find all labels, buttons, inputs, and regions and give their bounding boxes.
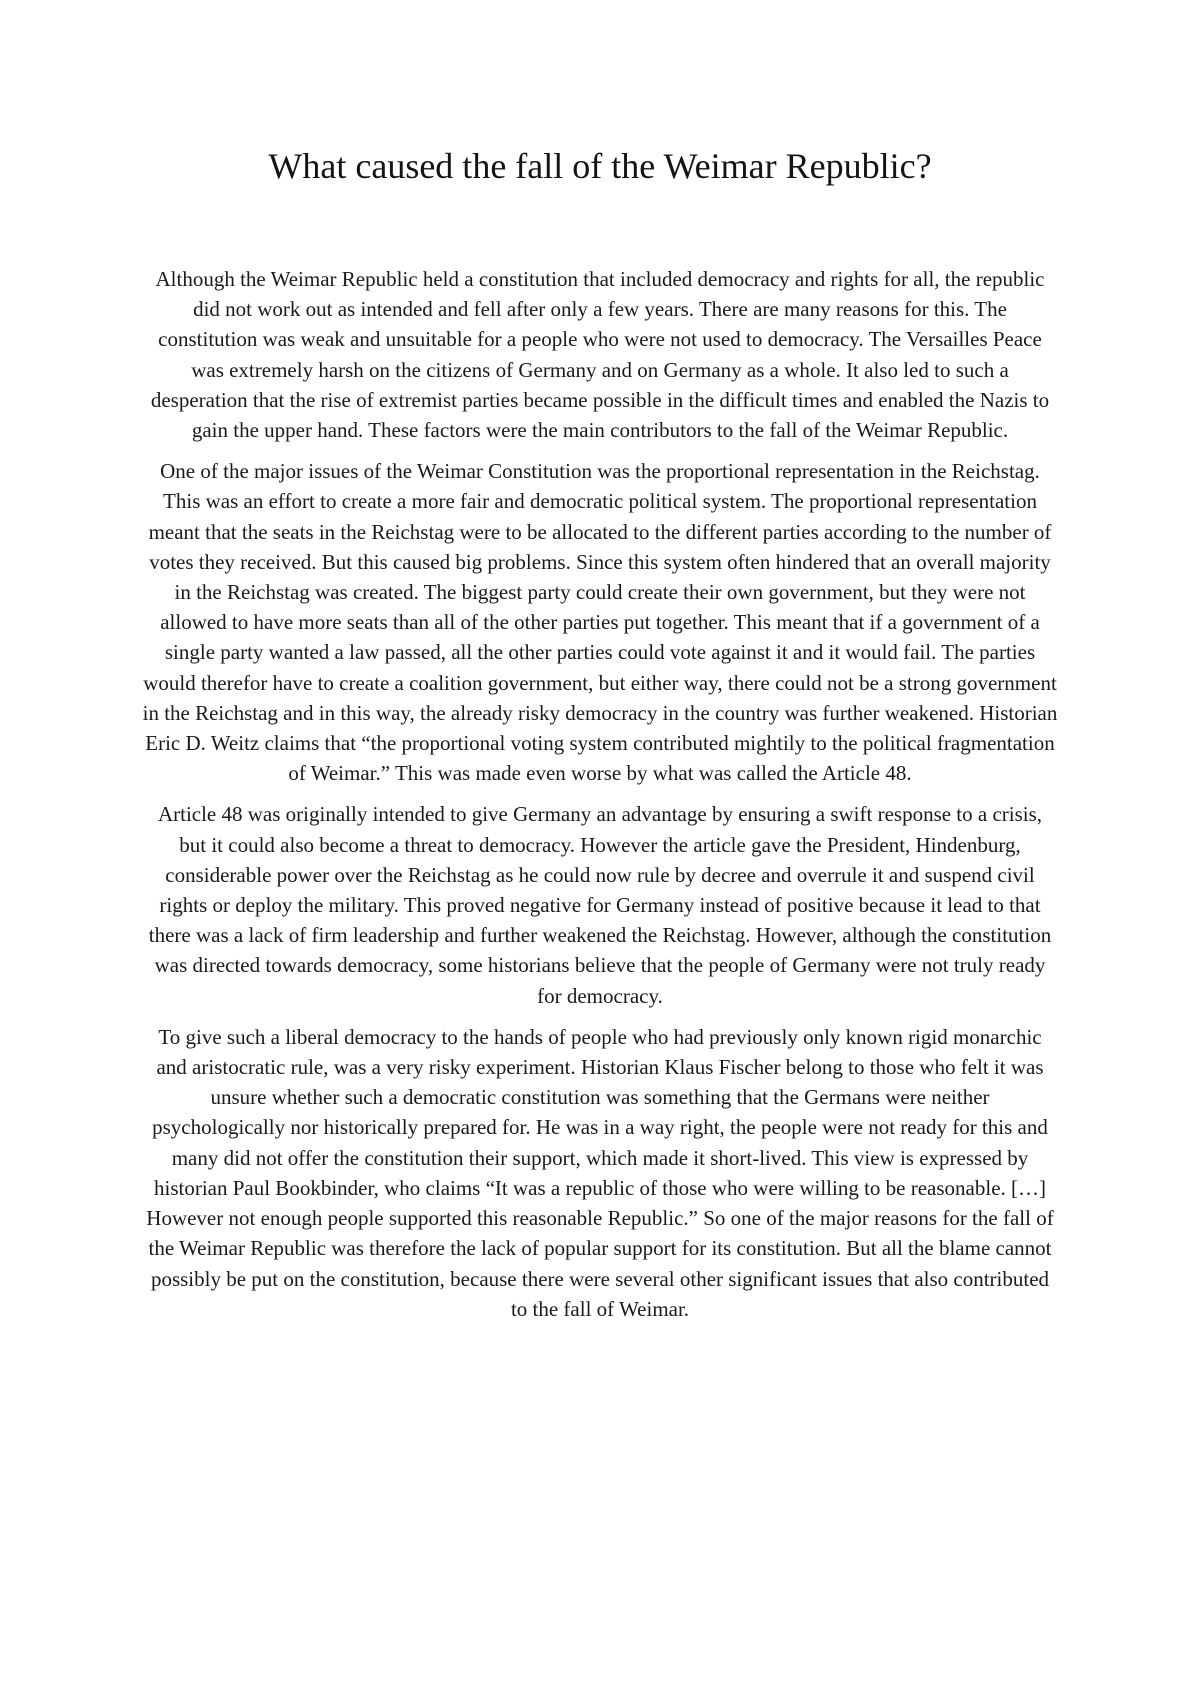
paragraph-proportional-representation: One of the major issues of the Weimar Constitution was the proportional representation in the Reichstag. This was an effort to create a more fair and democratic political system. The proportional representation meant that the seats in the Reichstag were to be allocated to the different parties according to the number of votes they received. But this caused big problems. Since this system often hindered that an overall majority in the Reichstag was created. The biggest party could create their own government, but they were not allowed to have more seats than all of the other parties put together. This meant that if a government of a single party wanted a law passed, all the other parties could vote against it and it would fail. The parties would therefor have to create a coalition government, but either way, there could not be a strong government in the Reichstag and in this way, the already risky democracy in the country was further weakened. Historian Eric D. Weitz claims that “the proportional voting system contributed mightily to the political fragmentation of Weimar.” This was made even worse by what was called the Article 48. [142, 459, 1058, 786]
paragraph-article-48: Article 48 was originally intended to give Germany an advantage by ensuring a swift response to a crisis, but it could also become a threat to democracy. However the article gave the President, Hindenburg, considerable power over the Reichstag as he could now rule by decree and overrule it and suspend civil rights or deploy the military. This proved negative for Germany instead of positive because it lead to that there was a lack of firm leadership and further weakened the Reichstag. However, although the constitution was directed towards democracy, some historians believe that the people of Germany were not truly ready for democracy. [148, 802, 1052, 1008]
document-title: What caused the fall of the Weimar Republic? [268, 146, 932, 186]
paragraph-popular-support: To give such a liberal democracy to the hands of people who had previously only known rigid monarchic and aristocratic rule, was a very risky experiment. Historian Klaus Fischer belong to those who felt it was unsure whether such a democratic constitution was something that the Germans were neither psychologically nor historically prepared for. He was in a way right, the people were not ready for this and many did not offer the constitution their support, which made it short-lived. This view is expressed by historian Paul Bookbinder, who claims “It was a republic of those who were willing to be reasonable. […] However not enough people supported this reasonable Republic.” So one of the major reasons for the fall of the Weimar Republic was therefore the lack of popular support for its constitution. But all the blame cannot possibly be put on the constitution, because there were several other significant issues that also contributed to the fall of Weimar. [146, 1024, 1054, 1321]
paragraph-introduction: Although the Weimar Republic held a constitution that included democracy and rights for all, the republic did not work out as intended and fell after only a few years. There are many reasons for this. The constitution was weak and unsuitable for a people who were not used to democracy. The Versailles Peace was extremely harsh on the citizens of Germany and on Germany as a whole. It also led to such a desperation that the rise of extremist parties became possible in the difficult times and enabled the Nazis to gain the upper hand. These factors were the main contributors to the fall of the Weimar Republic. [150, 267, 1050, 443]
document-body [142, 264, 1058, 1335]
